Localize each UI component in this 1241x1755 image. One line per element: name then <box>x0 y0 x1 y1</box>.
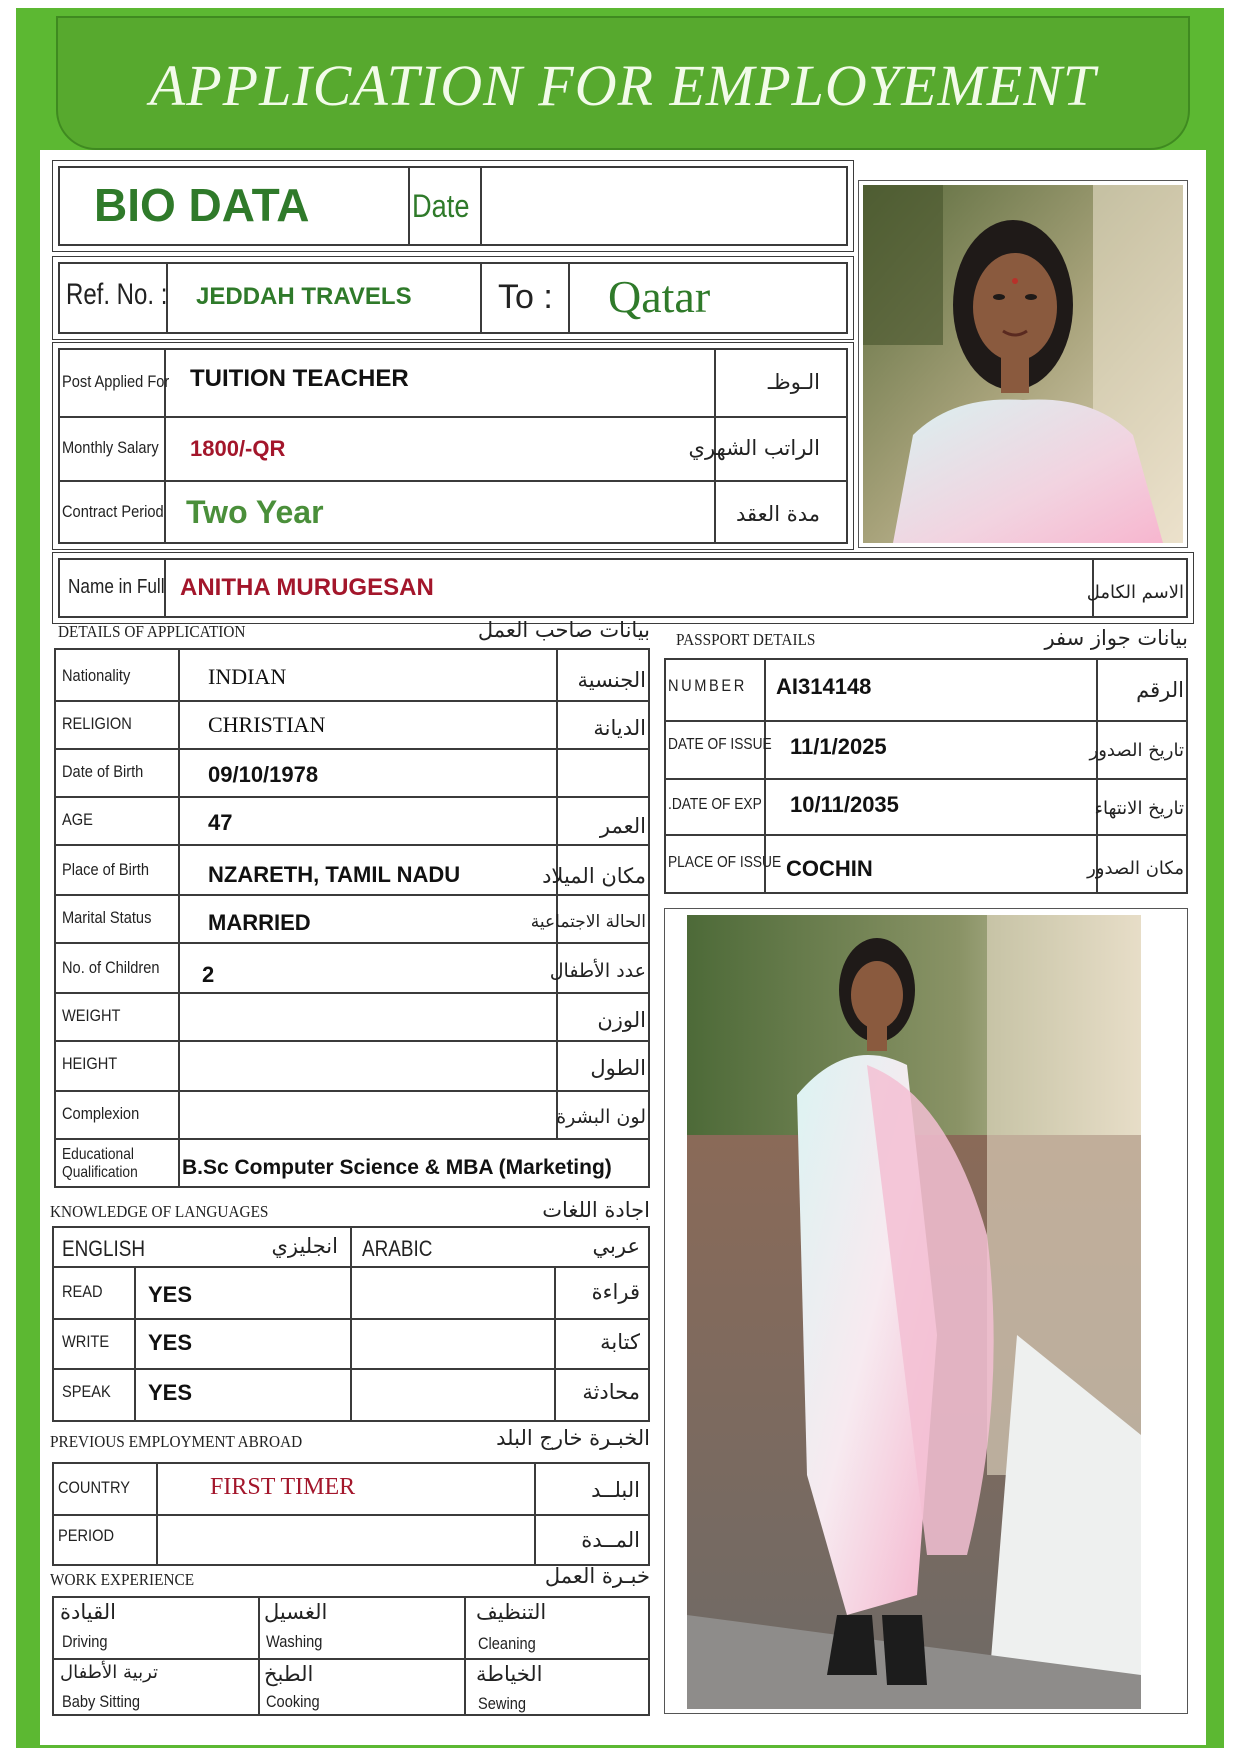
dob-value: 09/10/1978 <box>208 762 319 787</box>
passport-number-value: AI314148 <box>776 674 872 699</box>
cleaning-ar: التنظيف <box>476 1600 547 1624</box>
marital-label: Marital Status <box>62 908 152 927</box>
issue-date-ar: تاريخ الصدور <box>1089 740 1184 761</box>
baby-sitting-label: Baby Sitting <box>62 1692 141 1711</box>
passport-number-ar: الرقم <box>1136 678 1184 702</box>
ref-value: JEDDAH TRAVELS <box>196 283 412 310</box>
expiry-date-value: 10/11/2035 <box>790 792 899 817</box>
edu-label-2: Qualification <box>62 1164 138 1181</box>
page-title: APPLICATION FOR EMPLOYEMENT <box>149 53 1097 118</box>
place-of-issue-label: PLACE OF ISSUE <box>668 854 782 871</box>
post-label: Post Applied For <box>62 372 170 391</box>
name-ar: الاسم الكامل <box>1086 582 1184 603</box>
weight-label: WEIGHT <box>62 1006 121 1025</box>
washing-ar: الغسيل <box>264 1600 328 1624</box>
driving-label: Driving <box>62 1632 108 1651</box>
pob-value: NZARETH, TAMIL NADU <box>208 862 461 887</box>
dob-label: Date of Birth <box>62 762 144 781</box>
contract-ar: مدة العقد <box>736 502 820 526</box>
post-value: TUITION TEACHER <box>190 365 409 392</box>
expiry-date-label: .DATE OF EXP <box>668 796 762 813</box>
cooking-ar: الطبخ <box>264 1662 314 1686</box>
height-ar: الطول <box>590 1056 646 1080</box>
baby-sitting-ar: تربية الأطفال <box>60 1662 159 1683</box>
sewing-label: Sewing <box>478 1694 526 1713</box>
expiry-date-ar: تاريخ الانتهاء <box>1094 798 1184 819</box>
nationality-label: Nationality <box>62 666 131 685</box>
edu-value: B.Sc Computer Science & MBA (Marketing) <box>182 1156 612 1179</box>
pob-label: Place of Birth <box>62 860 149 879</box>
salary-ar: الراتب الشهري <box>688 436 820 460</box>
passport-number-label: NUMBER <box>668 676 747 695</box>
edu-label-1: Educational <box>62 1146 134 1163</box>
children-ar: عدد الأطفال <box>549 960 646 982</box>
contract-value: Two Year <box>186 494 324 530</box>
issue-date-label: DATE OF ISSUE <box>668 736 772 753</box>
details-title: DETAILS OF APPLICATION <box>58 622 246 641</box>
date-label: Date <box>412 188 470 224</box>
portrait-frame <box>858 180 1188 548</box>
weight-ar: الوزن <box>597 1008 646 1032</box>
age-label: AGE <box>62 810 93 829</box>
period-ar: المــدة <box>581 1528 640 1552</box>
children-value: 2 <box>202 962 215 987</box>
period-label: PERIOD <box>58 1526 115 1545</box>
salary-value: 1800/-QR <box>190 436 286 461</box>
post-ar: الـوظـ <box>767 370 820 394</box>
portrait-photo <box>863 185 1183 543</box>
work-title: WORK EXPERIENCE <box>50 1570 195 1589</box>
arabic-label: ARABIC <box>362 1236 433 1261</box>
read-ar: قراءة <box>591 1280 640 1304</box>
languages-title: KNOWLEDGE OF LANGUAGES <box>50 1202 269 1221</box>
contract-label: Contract Period <box>62 502 164 521</box>
age-value: 47 <box>208 810 233 835</box>
arabic-ar: عربي <box>592 1234 640 1258</box>
biodata-title: BIO DATA <box>94 179 310 231</box>
religion-label: RELIGION <box>62 714 132 733</box>
pob-ar: مكان الميلاد <box>542 864 646 888</box>
place-of-issue-value: COCHIN <box>786 856 873 881</box>
passport-title: PASSPORT DETAILS <box>676 630 816 649</box>
english-ar: انجليزي <box>271 1234 338 1258</box>
passport-title-ar: بيانات جواز سفر <box>1044 626 1188 650</box>
read-label: READ <box>62 1282 103 1301</box>
religion-ar: الديانة <box>593 716 646 740</box>
country-value: FIRST TIMER <box>210 1474 356 1500</box>
work-title-ar: خبـرة العمل <box>544 1564 650 1588</box>
previous-title: PREVIOUS EMPLOYMENT ABROAD <box>50 1432 303 1451</box>
children-label: No. of Children <box>62 958 160 977</box>
religion-value: CHRISTIAN <box>208 712 326 737</box>
to-value: Qatar <box>608 271 711 322</box>
country-label: COUNTRY <box>58 1478 131 1497</box>
nationality-value: INDIAN <box>208 664 287 689</box>
previous-title-ar: الخبـرة خارج البلد <box>496 1426 650 1450</box>
read-english-value: YES <box>148 1282 193 1307</box>
sewing-ar: الخياطة <box>476 1662 543 1686</box>
full-length-photo <box>687 915 1141 1709</box>
english-label: ENGLISH <box>62 1236 146 1261</box>
marital-value: MARRIED <box>208 910 311 935</box>
name-value: ANITHA MURUGESAN <box>180 574 434 601</box>
ref-outer <box>52 256 854 340</box>
salary-label: Monthly Salary <box>62 438 159 457</box>
write-label: WRITE <box>62 1332 110 1351</box>
to-label: To : <box>498 278 553 316</box>
country-ar: البلــد <box>591 1478 640 1502</box>
complexion-label: Complexion <box>62 1104 140 1123</box>
ref-label: Ref. No. : <box>66 278 168 311</box>
cooking-label: Cooking <box>266 1692 320 1711</box>
complexion-ar: لون البشرة <box>556 1106 646 1128</box>
speak-label: SPEAK <box>62 1382 111 1401</box>
languages-title-ar: اجادة اللغات <box>542 1198 650 1222</box>
marital-ar: الحالة الاجتماعية <box>530 912 646 932</box>
speak-english-value: YES <box>148 1380 193 1405</box>
full-photo-frame <box>664 908 1188 1714</box>
write-ar: كتابة <box>600 1330 640 1354</box>
write-english-value: YES <box>148 1330 193 1355</box>
name-label: Name in Full <box>68 576 165 598</box>
issue-date-value: 11/1/2025 <box>790 734 887 759</box>
nationality-ar: الجنسية <box>577 668 646 692</box>
height-label: HEIGHT <box>62 1054 118 1073</box>
age-ar: العمر <box>599 814 646 838</box>
cleaning-label: Cleaning <box>478 1634 536 1653</box>
place-of-issue-ar: مكان الصدور <box>1087 858 1184 879</box>
washing-label: Washing <box>266 1632 323 1651</box>
driving-ar: القيادة <box>60 1600 116 1624</box>
speak-ar: محادثة <box>582 1380 640 1404</box>
title-banner <box>56 16 1190 150</box>
details-title-ar: بيانات صاحب العمل <box>477 618 650 642</box>
